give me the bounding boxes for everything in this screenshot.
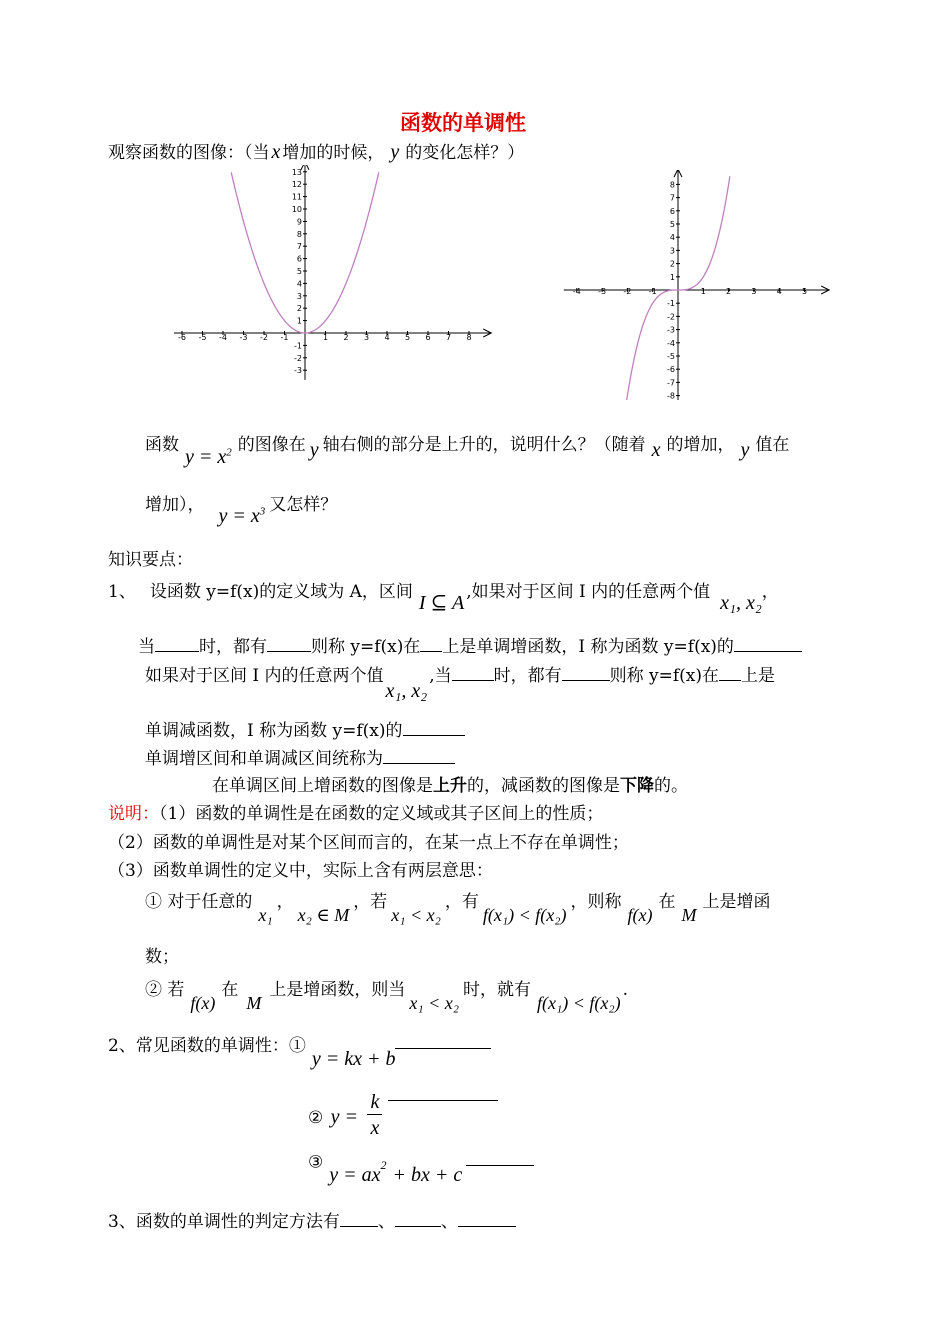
y-tick-label: 13 xyxy=(291,167,302,177)
var-y: y xyxy=(309,439,319,461)
set-M: M xyxy=(681,905,697,925)
y-tick-label: 4 xyxy=(296,279,302,289)
blank[interactable] xyxy=(458,1210,516,1227)
k-text: ， xyxy=(761,582,779,602)
x-tick-label: -2 xyxy=(260,333,268,342)
intro-text-a: 观察函数的图像：（当 xyxy=(108,143,270,163)
y-tick-label: -8 xyxy=(667,391,675,400)
var-x: x xyxy=(651,439,661,461)
x-tick-label: -4 xyxy=(219,333,227,342)
var-x: x xyxy=(271,141,281,163)
y-tick-label: 11 xyxy=(291,192,302,202)
n-text: ，则称 xyxy=(570,892,622,912)
m-label: 3、函数的单调性的判定方法有 xyxy=(108,1212,340,1232)
knowledge-heading: 知识要点： xyxy=(108,550,193,570)
y-tick-label: 7 xyxy=(669,193,675,203)
x-tick-label: -1 xyxy=(648,287,657,296)
n-text: ，有 xyxy=(444,892,479,912)
eq-quad: y = ax xyxy=(329,1163,381,1186)
y-tick-label: 3 xyxy=(296,291,302,301)
word-rising: 上升 xyxy=(433,776,467,796)
c-num: ③ xyxy=(308,1152,324,1173)
x-tick-label: -1 xyxy=(280,333,289,342)
frac-num: k xyxy=(367,1090,382,1115)
q-text: 增加）， xyxy=(145,495,205,515)
y-tick-label: 1 xyxy=(296,316,302,326)
n-text: 上是增函数，则当 xyxy=(269,980,406,1000)
eq2: y = x xyxy=(218,505,260,527)
item-number: 1、 xyxy=(108,582,136,602)
k-text: 则称 y=f(x)在 xyxy=(311,637,421,657)
eq-quad-tail: + bx + c xyxy=(392,1163,463,1186)
q-text: 轴右侧的部分是上升的，说明什么？（随着 xyxy=(322,435,646,455)
f-of-x: f(x) xyxy=(627,905,653,925)
q-text: 又怎样？ xyxy=(269,495,338,515)
y-tick-label: 8 xyxy=(296,229,302,239)
n-text: 上是增函 xyxy=(702,892,771,912)
blank[interactable] xyxy=(466,1149,534,1166)
var-x1: x₁ xyxy=(258,905,273,925)
eq-y-x2 xyxy=(185,446,232,468)
q-text: 的增加， xyxy=(666,435,735,455)
y-tick-label: 5 xyxy=(669,220,675,229)
x-tick-label: 6 xyxy=(425,333,431,342)
note-2: （2）函数的单调性是对某个区间而言的，在某一点上不存在单调性； xyxy=(108,833,629,853)
y-tick-label: 10 xyxy=(291,205,302,214)
q-text: 值在 xyxy=(755,435,790,455)
x-tick-label: -3 xyxy=(598,287,607,296)
y-tick-label: 1 xyxy=(669,272,675,282)
y-tick-label: -2 xyxy=(294,353,302,363)
note-3: （3）函数单调性的定义中，实际上含有两层意思： xyxy=(108,861,493,881)
k-text: ,当 xyxy=(429,666,452,686)
x-tick-label: 1 xyxy=(700,287,706,296)
y-tick-label: -5 xyxy=(667,352,675,361)
eq-linear: y = kx + b xyxy=(311,1048,396,1070)
blank[interactable] xyxy=(562,664,610,681)
y-tick-label: 6 xyxy=(669,206,675,216)
x2-in-M: x₂ ∈ M xyxy=(297,905,350,925)
k-text: 单调减函数，I 称为函数 y=f(x)的 xyxy=(145,721,403,741)
x-tick-label: -2 xyxy=(623,287,632,296)
k-text: 的，减函数的图像是 xyxy=(467,776,620,796)
y-tick-label: 2 xyxy=(296,304,302,314)
y-tick-label: 4 xyxy=(669,233,675,243)
f-of-x: f(x) xyxy=(190,993,216,1013)
condition-1-tail: 数； xyxy=(145,947,179,967)
c-num: ① xyxy=(288,1036,306,1056)
eq-y-x3 xyxy=(219,505,266,527)
eq-subset: I ⊆ A xyxy=(418,592,465,614)
note-label: 说明： xyxy=(108,804,159,824)
y-tick-label: 2 xyxy=(669,259,675,269)
x-tick-label: 1 xyxy=(322,333,329,342)
n-text: 在 xyxy=(221,980,239,1000)
x-tick-label: 4 xyxy=(776,287,782,296)
blank[interactable] xyxy=(719,664,741,681)
eq-lhs: y = xyxy=(330,1106,359,1128)
k-text: 则称 y=f(x)在 xyxy=(609,666,720,686)
q-text: 函数 xyxy=(145,435,179,455)
x-tick-label: 4 xyxy=(384,333,390,342)
var-y: y xyxy=(390,141,400,163)
k-text: 在单调区间上增函数的图像是 xyxy=(212,776,433,796)
exp1: 2 xyxy=(226,446,232,459)
n-text: 时，就有 xyxy=(463,980,532,1000)
frac-den: x xyxy=(370,1117,380,1139)
intro-line xyxy=(108,138,524,164)
common-f3 xyxy=(308,1150,534,1186)
knowledge-line-6 xyxy=(212,771,688,796)
x-tick-label: 7 xyxy=(445,333,452,342)
k-text: 的。 xyxy=(654,776,688,796)
y-tick-label: 8 xyxy=(669,180,675,190)
y-tick-label: -4 xyxy=(667,338,675,348)
intro-text-c: 的变化怎样？） xyxy=(405,143,525,163)
methods-line xyxy=(108,1207,516,1232)
blank[interactable] xyxy=(403,719,465,736)
common-f2 xyxy=(308,1090,498,1141)
eq1: y = x xyxy=(185,446,227,468)
n-text: 在 xyxy=(658,892,676,912)
blank[interactable] xyxy=(395,1210,441,1227)
question-line-2 xyxy=(145,490,338,527)
blank[interactable] xyxy=(267,635,311,652)
y-tick-label: -1 xyxy=(294,341,302,351)
blank[interactable] xyxy=(383,747,455,764)
condition-1 xyxy=(145,887,771,925)
graph-parabola xyxy=(165,165,500,385)
q-text: 的图像在 xyxy=(237,435,306,455)
var-y: y xyxy=(740,439,750,461)
vars-x1-x2: x₁, x₂ xyxy=(720,592,762,614)
x-tick-label: -3 xyxy=(239,333,248,342)
blank[interactable] xyxy=(452,664,494,681)
note-text: （1）函数的单调性是在函数的定义域或其子区间上的性质； xyxy=(159,804,604,824)
k-text: 时，都有 xyxy=(199,637,267,657)
n-text: . xyxy=(622,980,629,1000)
ineq-f: f(x₁) < f(x₂) xyxy=(482,905,567,925)
intro-text-b: 增加的时候， xyxy=(282,143,385,163)
y-tick-label: -3 xyxy=(294,366,302,376)
exp: 2 xyxy=(380,1158,387,1172)
graph-cubic xyxy=(560,170,835,400)
y-tick-label: 5 xyxy=(296,267,302,276)
y-tick-label: 7 xyxy=(296,242,302,252)
k-text: 上是单调增函数，I 称为函数 y=f(x)的 xyxy=(442,637,734,657)
blank[interactable] xyxy=(340,1210,378,1227)
y-tick-label: 3 xyxy=(669,246,675,256)
x-tick-label: 5 xyxy=(404,333,411,342)
common-functions xyxy=(108,1031,491,1070)
knowledge-line-2 xyxy=(138,632,802,657)
k-text: 当 xyxy=(138,637,155,657)
y-tick-label: 6 xyxy=(296,254,302,264)
x-tick-label: -4 xyxy=(572,287,581,296)
y-tick-label: 9 xyxy=(296,217,302,227)
knowledge-line-4 xyxy=(145,716,465,741)
k-text: 设函数 y=f(x)的定义域为 A，区间 xyxy=(149,582,413,602)
knowledge-line-5 xyxy=(145,744,455,769)
note-1 xyxy=(108,799,603,824)
y-tick-label: -2 xyxy=(667,312,675,322)
ineq-x1-x2: x₁ < x₂ xyxy=(391,905,441,925)
blank[interactable] xyxy=(395,1032,491,1049)
c-num: ② xyxy=(308,1108,324,1128)
exp2: 3 xyxy=(259,505,266,518)
x-tick-label: 3 xyxy=(751,287,757,296)
blank[interactable] xyxy=(420,635,442,652)
x-tick-label: 2 xyxy=(343,333,349,342)
k-text: 如果对于区间 I 内的任意两个值 xyxy=(145,666,384,686)
blank[interactable] xyxy=(388,1084,498,1101)
knowledge-item-1 xyxy=(108,577,779,614)
n-text: ，若 xyxy=(353,892,388,912)
n-text: ② 若 xyxy=(145,980,185,1000)
vars-x1-x2: x₁, x₂ xyxy=(385,680,428,702)
page-title: 函数的单调性 xyxy=(400,111,526,135)
x-tick-label: -6 xyxy=(178,333,186,342)
ineq-f: f(x₁) < f(x₂) xyxy=(537,993,621,1013)
condition-2 xyxy=(145,975,629,1013)
fraction-k-over-x xyxy=(367,1090,382,1141)
k-text: 单调增区间和单调减区间统称为 xyxy=(145,749,383,769)
blank[interactable] xyxy=(155,635,199,652)
blank[interactable] xyxy=(734,635,802,652)
word-falling: 下降 xyxy=(620,776,654,796)
x-tick-label: 8 xyxy=(466,333,472,342)
k-text: 上是 xyxy=(741,666,776,686)
sep: 、 xyxy=(440,1212,458,1232)
x-tick-label: 5 xyxy=(801,287,808,296)
x-tick-label: 2 xyxy=(726,287,732,296)
sep: 、 xyxy=(377,1212,395,1232)
x-tick-label: 3 xyxy=(363,333,370,342)
knowledge-line-3 xyxy=(145,661,776,702)
question-line-1 xyxy=(145,430,790,468)
y-tick-label: 12 xyxy=(291,180,302,190)
y-tick-label: -7 xyxy=(667,378,675,388)
x-tick-label: -5 xyxy=(198,333,207,342)
k-text: ,如果对于区间 I 内的任意两个值 xyxy=(466,582,711,602)
y-tick-label: -3 xyxy=(667,325,675,335)
ineq-x1-x2: x₁ < x₂ xyxy=(409,993,460,1013)
n-text: ， xyxy=(276,892,294,912)
c-label: 2、常见函数的单调性： xyxy=(108,1036,289,1056)
y-tick-label: -6 xyxy=(667,365,675,375)
k-text: 时，都有 xyxy=(493,666,562,686)
n-text: ① 对于任意的 xyxy=(145,892,253,912)
set-M: M xyxy=(246,993,262,1013)
y-tick-label: -1 xyxy=(667,299,675,309)
